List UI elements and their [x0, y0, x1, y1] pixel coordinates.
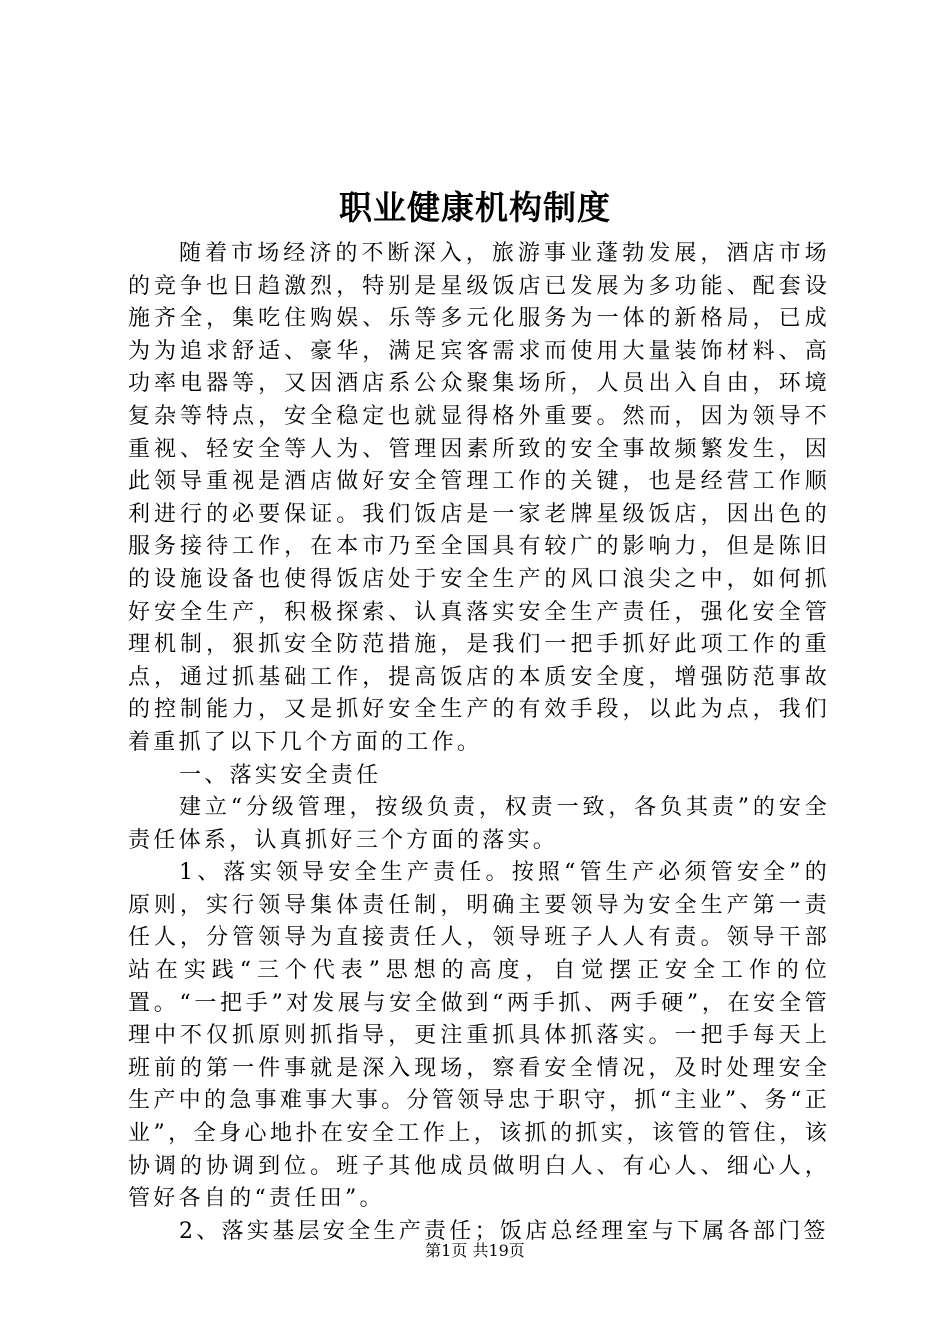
document-title: 职业健康机构制度	[339, 188, 611, 227]
paragraph-responsibility-system: 建立“分级管理，按级负责，权责一致，各负其责”的安全责任体系，认真抓好三个方面的落实。	[128, 795, 830, 853]
page-footer: 第1页 共19页	[425, 1241, 525, 1260]
paragraph-leadership-responsibility: 1、落实领导安全生产责任。按照“管生产必须管安全”的原则，实行领导集体责任制，明确主要领导为安全生产第一责任人，分管领导为直接责任人，领导班子人人有责。领导干部站在实践“三个代表”思想的高度，自觉摆正安全工作的位置。“一把手”对发展与安全做到“两手抓、两手硬”，在安全管理中不仅抓原则抓指导，更注重抓具体抓落实。一把手每天上班前的第一件事就是深入现场，察看安全情况，及时处理安全生产中的急事难事大事。分管领导忠于职守，抓“主业”、务“正业”，全身心地扑在安全工作上，该抓的抓实，该管的管住，该协调的协调到位。班子其他成员做明白人、有心人、细心人，管好各自的“责任田”。	[128, 860, 830, 1212]
paragraph-intro: 随着市场经济的不断深入，旅游事业蓬勃发展，酒店市场的竞争也日趋激烈，特别是星级饭店已发展为多功能、配套设施齐全，集吃住购娱、乐等多元化服务为一体的新格局，已成为为追求舒适、豪华，满足宾客需求而使用大量装饰材料、高功率电器等，又因酒店系公众聚集场所，人员出入自由，环境复杂等特点，安全稳定也就显得格外重要。然而，因为领导不重视、轻安全等人为、管理因素所致的安全事故频繁发生，因此领导重视是酒店做好安全管理工作的关键，也是经营工作顺利进行的必要保证。我们饭店是一家老牌星级饭店，因出色的服务接待工作，在本市乃至全国具有较广的影响力，但是陈旧的设施设备也使得饭店处于安全生产的风口浪尖之中，如何抓好安全生产，积极探索、认真落实安全生产责任，强化安全管理机制，狠抓安全防范措施，是我们一把手抓好此项工作的重点，通过抓基础工作，提高饭店的本质安全度，增强防范事故的控制能力，又是抓好安全生产的有效手段，以此为点，我们着重抓了以下几个方面的工作。	[128, 241, 830, 755]
paragraph-grassroots-responsibility: 2、落实基层安全生产责任；饭店总经理室与下属各部门签	[179, 1218, 829, 1244]
document-body	[128, 238, 830, 1248]
section-heading-1: 一、落实安全责任	[179, 762, 382, 788]
